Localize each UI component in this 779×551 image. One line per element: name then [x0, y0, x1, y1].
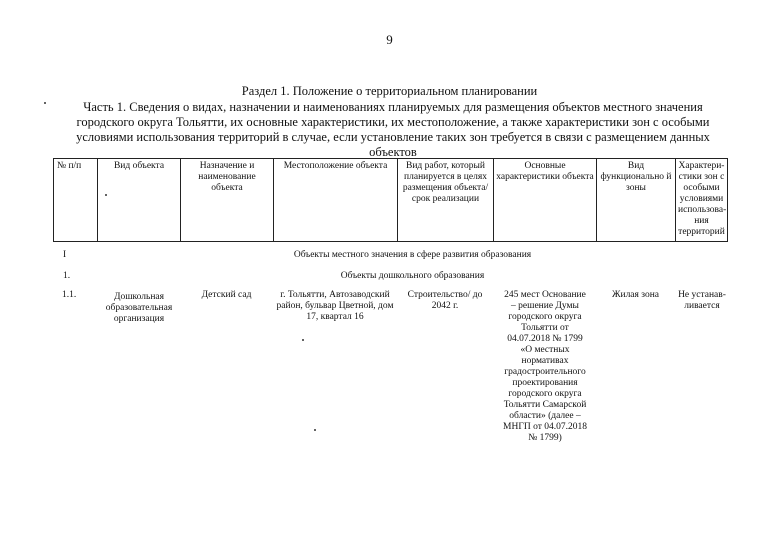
scan-speck	[105, 194, 107, 196]
header-cell-type: Вид объекта	[97, 158, 180, 242]
subgroup-row-num: 1.	[63, 271, 71, 281]
row-characteristics: 245 мест Основание – решение Думы городского округа Тольятти от 04.07.2018 № 1799 «О местных нормативах градостроительного проектирования городского округа Тольятти Самарской области» (далее – МНГП от 04.07.2018 № 1799)	[503, 290, 587, 443]
group-row-title: Объекты местного значения в сфере развития образования	[293, 250, 532, 260]
row-special: Не устанав-ливается	[678, 290, 726, 311]
row-zone: Жилая зона	[611, 290, 660, 300]
scan-speck	[314, 429, 316, 431]
header-cell-special: Характери-стики зон с особыми условиями использова-ния территорий	[675, 158, 728, 242]
header-cell-location: Местоположение объекта	[273, 158, 397, 242]
row-num: 1.1.	[62, 290, 77, 300]
header-cell-name: Назначение и наименование объекта	[180, 158, 273, 242]
scan-speck	[302, 339, 304, 341]
row-object-type: Дошкольная образовательная организация	[105, 292, 173, 324]
row-location: г. Тольятти, Автозаводский район, бульвар Цветной, дом 17, квартал 16	[276, 290, 394, 322]
header-cell-num: № п/п	[53, 158, 97, 242]
header-cell-characteristics: Основные характеристики объекта	[493, 158, 596, 242]
header-cell-works: Вид работ, который планируется в целях размещения объекта/срок реализации	[397, 158, 493, 242]
header-cell-zone: Вид функционально й зоны	[596, 158, 675, 242]
section-title: Раздел 1. Положение о территориальном планировании	[241, 84, 538, 98]
part-title: Часть 1. Сведения о видах, назначении и наименованиях планируемых для размещения объектов местного значения городского округа Тольятти, их основные характеристики, их местоположение, а также характеристики зон с особыми условиями использования территорий в случае, если установление таких зон требуется в связи с размещением данных объектов	[76, 100, 710, 159]
subgroup-row-title: Объекты дошкольного образования	[340, 271, 485, 281]
scan-speck	[44, 102, 46, 104]
group-row-num: I	[63, 250, 67, 260]
page-number: 9	[386, 32, 393, 47]
row-works: Строительство/ до 2042 г.	[407, 290, 483, 311]
row-object-name: Детский сад	[201, 290, 252, 300]
